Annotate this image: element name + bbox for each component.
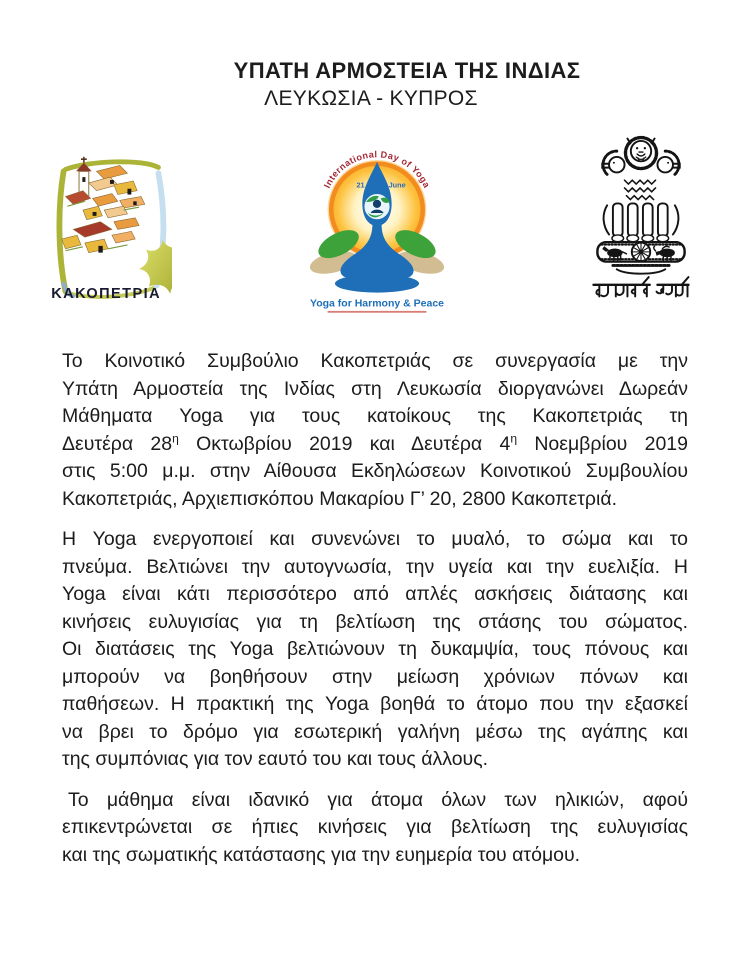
page-title: ΥΠΑΤΗ ΑΡΜΟΣΤΕΙΑ ΤΗΣ ΙΝΔΙΑΣ xyxy=(233,58,581,83)
body-line: Κακοπετριάς, Αρχιεπισκόπου Μακαρίου Γ’ 20, 2800 Κακοπετριά. xyxy=(62,487,618,510)
date-june-text: June xyxy=(388,180,406,190)
emblem-motto-text xyxy=(594,277,689,296)
body-line: επικεντρώνεται σε ήπιες κινήσεις για βελτίωση της ευλυγισίας xyxy=(62,816,688,838)
arc-title-text: International Day of Yoga xyxy=(321,149,433,190)
document-body xyxy=(62,348,688,869)
body-line: Το Κοινοτικό Συμβούλιο Κακοπετριάς σε συνεργασία με την xyxy=(62,350,688,372)
body-line: να βρει το δρόμο για εσωτερική γαλήνη μέσω της αγάπης και xyxy=(62,720,688,743)
globe xyxy=(364,193,391,220)
paragraph xyxy=(62,787,688,870)
front-lion-head xyxy=(626,138,657,169)
body-line: πνεύμα. Βελτιώνει την αυτογνωσία, την υγεία και την ευελιξία. Η xyxy=(62,555,688,578)
body-line: κινήσεις ευλυγισίας για τη βελτίωση της στάσης του σώματος. xyxy=(62,610,688,633)
dharma-chakra xyxy=(632,243,650,261)
india-state-emblem-icon xyxy=(578,124,704,310)
body-line: της συμπόνιας για τον εαυτό του και τους άλλους. xyxy=(62,748,489,770)
body-line: Υπάτη Αρμοστεία της Ινδίας στη Λευκωσία διοργανώνει Δωρεάν xyxy=(62,377,688,400)
yoga-day-logo xyxy=(302,136,452,328)
lion-legs xyxy=(604,203,679,241)
yoga-day-logo-icon xyxy=(302,136,452,323)
body-line: Οι διατάσεις της Yoga βελτιώνουν τη δυκαμψία, τους πόνους και xyxy=(62,638,688,660)
caption-underline xyxy=(328,311,427,313)
body-line: Δευτέρα $28^\eta$ Οκτωβρίου 2019 και Δευτέρα $4^\eta$ Νοεμβρίου 2019 xyxy=(62,431,688,455)
body-line: Yoga είναι κάτι περισσότερο από απλές ασκήσεις διάτασης και xyxy=(62,583,688,605)
emblem-base xyxy=(613,265,669,273)
date-21-text: 21 xyxy=(356,180,365,190)
chest-mane-curls xyxy=(625,180,656,199)
body-line: Μάθηματα Yoga για τους κατοίκους της Κακοπετριάς τη xyxy=(62,405,688,427)
village-rooftops xyxy=(62,166,145,253)
right-lion-head xyxy=(657,151,679,174)
paragraph xyxy=(62,526,688,774)
paragraph xyxy=(62,348,688,513)
body-line: παθήσεων. Η πρακτική της Yoga βοηθά το άτομο που την εξασκεί xyxy=(62,693,688,715)
page-subtitle: ΛΕΥΚΩΣΙΑ - ΚΥΠΡΟΣ xyxy=(264,87,478,110)
india-state-emblem xyxy=(578,124,704,315)
kakopetria-logo-icon xyxy=(50,148,172,305)
body-line: Το μάθημα είναι ιδανικό για άτομα όλων των ηλικιών, αφού xyxy=(68,788,688,811)
yoga-caption: Yoga for Harmony & Peace xyxy=(309,297,445,310)
kakopetria-logo xyxy=(50,148,172,310)
body-line: και της σωματικής κατάστασης για την ευημερία του ατόμου. xyxy=(62,843,581,866)
kakopetria-caption: ΚΑΚΟΠΕΤΡΙΑ xyxy=(51,286,162,303)
base-mat xyxy=(335,274,419,292)
body-line: στις 5:00 μ.μ. στην Αίθουσα Εκδηλώσεων Κοινοτικού Συμβουλίου xyxy=(62,460,688,482)
left-lion-head xyxy=(602,151,624,174)
body-line: Η Yoga ενεργοποιεί και συνενώνει το μυαλό, το σώμα και το xyxy=(62,528,688,550)
body-line: μπορούν να βοηθήσουν στην μείωση χρόνιων πόνων και xyxy=(62,665,688,688)
